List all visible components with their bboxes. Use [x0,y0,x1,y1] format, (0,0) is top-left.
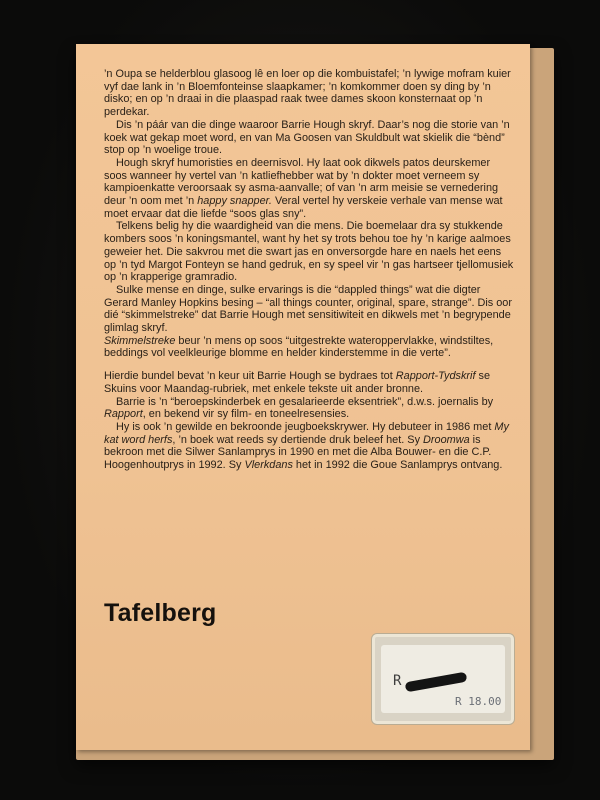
italic-run: happy snapper. [197,195,272,208]
text-run: Hierdie bundel bevat ’n keur uit Barrie Hough se bydraes tot [104,370,396,383]
text-run: Hough skryf humoristies en deernisvol. Hy laat ook dikwels patos deurskemer soos wanneer hy vertel van ’n katliefhebber wat by ’n dokter moet verneem sy kampioenkatte veroorsaak sy asma-aanvalle; of van ’n arm meisie se vernedering deur ’n oom met ’n [104,156,499,208]
italic-run: Rapport-Tydskrif [395,370,476,383]
sticker-price: R 18.00 [455,695,502,708]
blurb-paragraph-9 [104,421,516,472]
sticker-mark: R [393,673,402,689]
book-back-cover [76,44,530,750]
blurb-paragraph-4: Telkens belig hy die waardigheid van die mens. Die boemelaar dra sy stukkende kombers soos ’n koningsmantel, want hy het sy trots behou toe hy ’n karige aalmoes geweier het. Die sakvrou met die swart jas en onversorgde hare en naels het eens op ’n tyd Margot Fonteyn se hand gedruk, en sy speel vir ’n gas hartseer tjellomusiek op ’n krapperige gramradio. [104,220,514,284]
blurb-paragraph-7 [104,370,516,395]
italic-run: My kat word herfs [104,420,509,446]
blurb-paragraph-5: Sulke mense en dinge, sulke ervarings is die “dappled things” wat die digter Gerard Manley Hopkins besing – “all things counter, original, spare, strange”. Dis oor dié “skimmelstreke” dat Barrie Hough met sensitiwiteit en dikwels met ’n begrypende glimlag skryf. [104,283,512,335]
price-sticker [372,634,514,724]
text-run: is bekroon met die Silwer Sanlamprys in 1990 en met die Alba Bouwer- en die C.P. Hoogenhoutprys in 1992. Sy [104,433,492,472]
sticker-label [381,645,505,713]
text-run: Barrie is ’n “beroepskinderbek en gesalarieerde eksentriek”, d.w.s. joernalis by [116,395,494,408]
italic-run: Rapport [104,408,143,421]
italic-run: Vlerkdans [244,459,293,472]
text-run: , en bekend vir sy film- en toneelresensies. [142,408,350,421]
ink-scribble [405,672,468,693]
blurb-paragraph-8 [104,396,516,421]
italic-run: Droomwa [423,433,470,446]
italic-run: Skimmelstreke [104,334,176,347]
text-run: , ’n boek wat reeds sy dertiende druk beleef het. Sy [172,433,424,446]
blurb-paragraph-2: Dis ’n páár van die dinge waaroor Barrie Hough skryf. Daar’s nog die storie van ’n koek wat gekap moet word, en van Ma Goosen van Skuldbult wat skielik die “bènd” stop op ’n woelige troue. [104,118,510,157]
publisher-logo: Tafelberg [104,599,217,627]
blurb-paragraph-6 [104,335,516,360]
text-run: beur ’n mens op soos “uitgestrekte wateroppervlakke, windstiltes, beddings vol veelkleurige blomme en helder kinderstemme in die verte”. [104,334,494,360]
text-run: Hy is ook ’n gewilde en bekroonde jeugboekskrywer. Hy debuteer in 1986 met [116,420,495,433]
text-run: het in 1992 die Goue Sanlamprys ontvang. [292,459,503,472]
text-run: se Skuins voor Maandag-rubriek, met enkele tekste uit ander bronne. [104,370,491,395]
blurb-text [104,68,516,472]
blurb-paragraph-3 [104,157,516,221]
text-run: Veral vertel hy verskeie verhale van mense wat moet ervaar dat die liefde “soos glas sny”. [104,195,503,220]
blurb-paragraph-1: ’n Oupa se helderblou glasoog lê en loer op die kombuistafel; ’n lywige mofram kuier vyf dae lank in ’n Bloemfonteinse slaapkamer; ’n komkommer doen sy ding by ’n disko; en op ’n draai in die plaaspad raak twee dames skoon konsternaat op ’n perdekar. [104,68,511,119]
